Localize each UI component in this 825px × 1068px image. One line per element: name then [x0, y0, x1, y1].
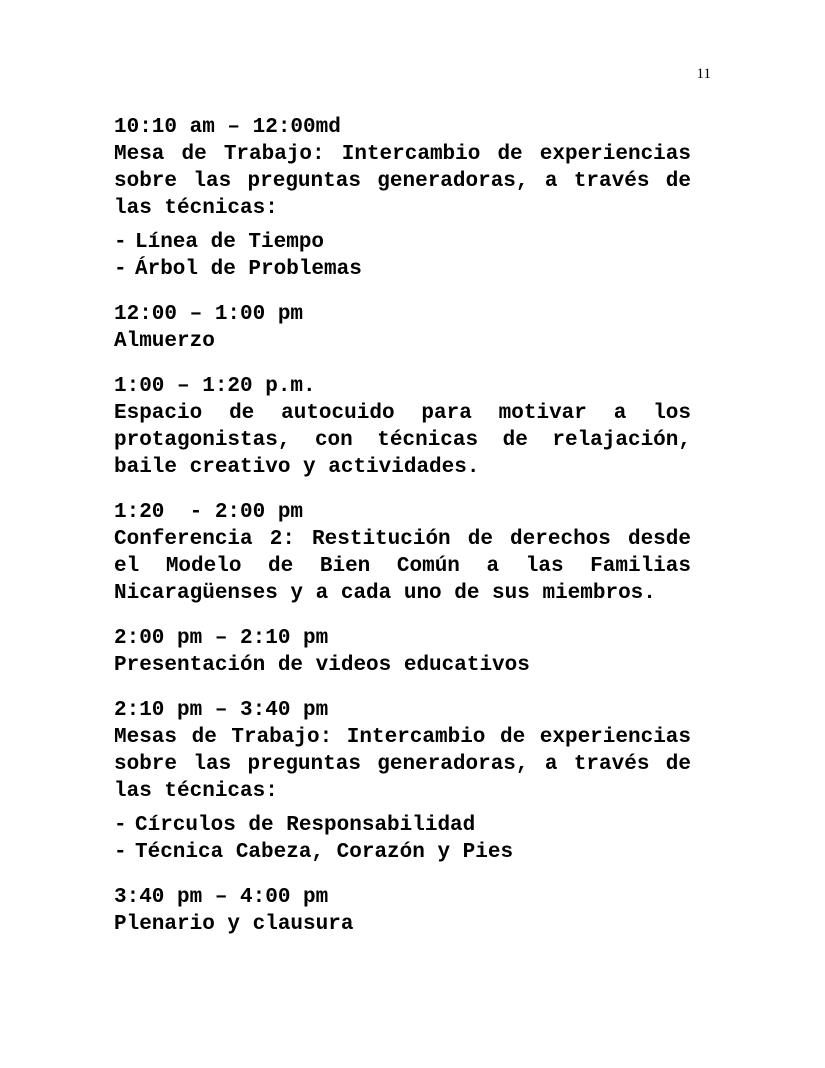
- list-item: [114, 229, 691, 256]
- schedule-description: Presentación de videos educativos: [114, 654, 530, 677]
- schedule-description: Espacio de autocuido para motivar a los protagonistas, con técnicas de relajación, baile creativo y actividades.: [114, 402, 691, 479]
- schedule-time: 2:00 pm – 2:10 pm: [114, 627, 329, 650]
- schedule-block: [114, 301, 691, 355]
- schedule-description: Mesa de Trabajo: Intercambio de experiencias sobre las preguntas generadoras, a través de las técnicas:: [114, 143, 691, 220]
- list-item-text: Árbol de Problemas: [135, 258, 362, 281]
- schedule-description: Mesas de Trabajo: Intercambio de experiencias sobre las preguntas generadoras, a través de las técnicas:: [114, 726, 691, 803]
- schedule-block: [114, 499, 691, 607]
- dash-bullet: -: [114, 231, 127, 254]
- list-item: [114, 812, 691, 839]
- schedule-time: 3:40 pm – 4:00 pm: [114, 886, 329, 909]
- schedule: [114, 114, 691, 956]
- schedule-time: 1:20 - 2:00 pm: [114, 501, 304, 524]
- schedule-description: Almuerzo: [114, 330, 215, 353]
- technique-list: [114, 812, 691, 866]
- technique-list: [114, 229, 691, 283]
- schedule-description: Plenario y clausura: [114, 913, 354, 936]
- schedule-block: [114, 884, 691, 938]
- schedule-block: [114, 114, 691, 283]
- schedule-block: [114, 697, 691, 866]
- list-item: [114, 256, 691, 283]
- list-item-text: Línea de Tiempo: [135, 231, 325, 254]
- schedule-description: Conferencia 2: Restitución de derechos desde el Modelo de Bien Común a las Familias Nicaragüenses y a cada uno de sus miembros.: [114, 528, 691, 605]
- schedule-block: [114, 373, 691, 481]
- schedule-time: 12:00 – 1:00 pm: [114, 303, 304, 326]
- page-number: 11: [696, 66, 711, 82]
- list-item-text: Círculos de Responsabilidad: [135, 814, 476, 837]
- schedule-time: 1:00 – 1:20 p.m.: [114, 375, 316, 398]
- dash-bullet: -: [114, 258, 127, 281]
- dash-bullet: -: [114, 814, 127, 837]
- schedule-time: 2:10 pm – 3:40 pm: [114, 699, 329, 722]
- list-item-text: Técnica Cabeza, Corazón y Pies: [135, 841, 514, 864]
- schedule-time: 10:10 am – 12:00md: [114, 116, 341, 139]
- list-item: [114, 839, 691, 866]
- schedule-block: [114, 625, 691, 679]
- dash-bullet: -: [114, 841, 127, 864]
